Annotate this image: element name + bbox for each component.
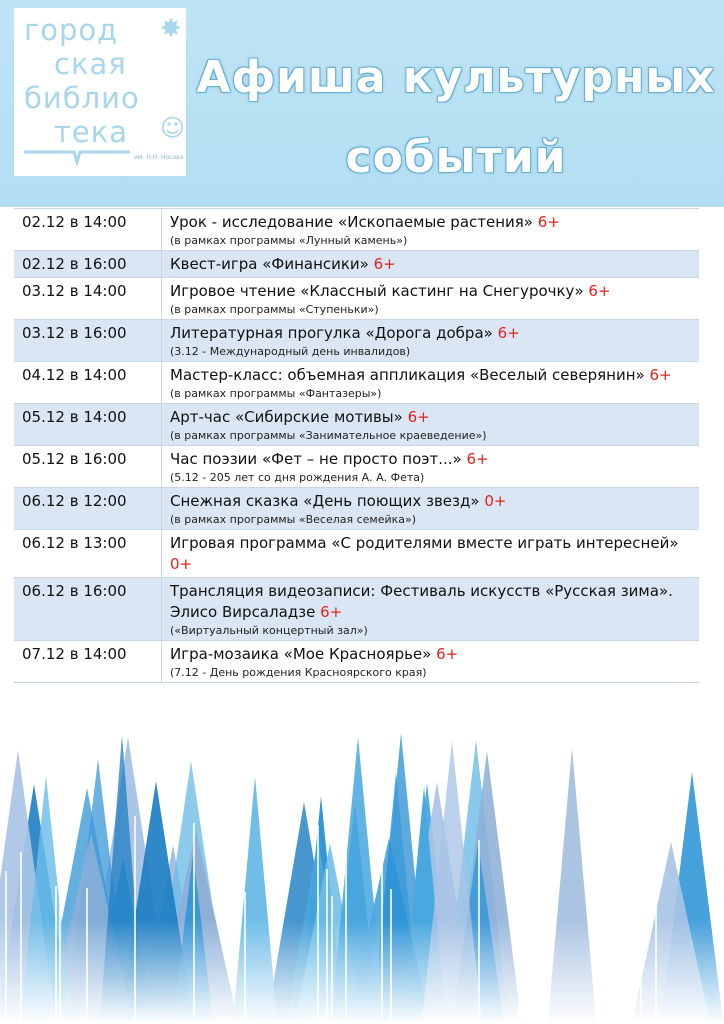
page-title-line2: событий (345, 132, 567, 183)
event-name (170, 212, 693, 233)
event-note: (в рамках программы «Лунный камень») (170, 234, 408, 247)
star-icon: ✸ (160, 14, 182, 44)
smile-icon: ☺ (160, 114, 186, 142)
event-date: 06.12 в 13:00 (14, 530, 162, 577)
event-row (14, 251, 699, 278)
library-logo (14, 8, 186, 176)
event-title: Арт-час «Сибирские мотивы» (170, 408, 403, 426)
age-rating-badge: 0+ (170, 555, 193, 573)
event-name (170, 533, 693, 575)
event-date: 06.12 в 12:00 (14, 488, 162, 529)
event-date: 02.12 в 14:00 (14, 209, 162, 250)
event-row (14, 278, 699, 320)
age-rating-badge: 6+ (407, 408, 430, 426)
event-description (162, 404, 699, 445)
age-rating-badge: 6+ (320, 603, 343, 621)
event-name (170, 323, 693, 344)
logo-line: ская (54, 47, 127, 81)
age-rating-badge: 6+ (436, 645, 459, 663)
events-table (14, 208, 699, 683)
event-description (162, 530, 699, 577)
event-date: 06.12 в 16:00 (14, 578, 162, 640)
open-book-icon (22, 148, 132, 166)
event-row (14, 362, 699, 404)
event-note: (в рамках программы «Занимательное краеведение») (170, 429, 487, 442)
event-date: 03.12 в 14:00 (14, 278, 162, 319)
event-title: Игровая программа «С родителями вместе играть интересней» (170, 534, 679, 552)
event-title: Час поэзии «Фет – не просто поэт...» (170, 450, 462, 468)
event-description (162, 251, 699, 277)
event-note: (5.12 - 205 лет со дня рождения А. А. Фета) (170, 471, 425, 484)
event-description (162, 446, 699, 487)
event-title: Игра-мозаика «Мое Красноярье» (170, 645, 432, 663)
event-description (162, 578, 699, 640)
logo-subtitle: им. Н.Н. Носова (134, 154, 184, 161)
event-row (14, 488, 699, 530)
event-date: 02.12 в 16:00 (14, 251, 162, 277)
event-name (170, 281, 693, 302)
age-rating-badge: 6+ (497, 324, 520, 342)
age-rating-badge: 6+ (588, 282, 611, 300)
event-name (170, 644, 693, 665)
event-title: Игровое чтение «Классный кастинг на Снегурочку» (170, 282, 584, 300)
event-title: Снежная сказка «День поющих звезд» (170, 492, 480, 510)
age-rating-badge: 6+ (537, 213, 560, 231)
event-row (14, 641, 699, 683)
event-date: 05.12 в 14:00 (14, 404, 162, 445)
event-row (14, 404, 699, 446)
age-rating-badge: 0+ (484, 492, 507, 510)
event-row (14, 530, 699, 578)
event-note: («Виртуальный концертный зал») (170, 624, 368, 637)
event-row (14, 446, 699, 488)
event-description (162, 362, 699, 403)
event-title: Трансляция видеозаписи: Фестиваль искусств «Русская зима». Элисо Вирсаладзе (170, 582, 673, 621)
event-description (162, 209, 699, 250)
event-note: (3.12 - Международный день инвалидов) (170, 345, 411, 358)
header-banner (0, 0, 724, 207)
event-title: Урок - исследование «Ископаемые растения» (170, 213, 533, 231)
event-title: Литературная прогулка «Дорога добра» (170, 324, 493, 342)
event-description (162, 488, 699, 529)
event-note: (в рамках программы «Ступеньки») (170, 303, 379, 316)
event-title: Мастер-класс: объемная аппликация «Веселый северянин» (170, 366, 645, 384)
event-name (170, 254, 693, 275)
event-name (170, 365, 693, 386)
winter-forest-illustration (0, 720, 724, 1024)
age-rating-badge: 6+ (373, 255, 396, 273)
event-description (162, 641, 699, 682)
event-name (170, 407, 693, 428)
event-description (162, 278, 699, 319)
event-note: (в рамках программы «Веселая семейка») (170, 513, 417, 526)
event-name (170, 491, 693, 512)
event-row (14, 320, 699, 362)
page-title-line1: Афиша культурных (196, 52, 716, 103)
event-note: (7.12 - День рождения Красноярского края) (170, 666, 427, 679)
event-date: 04.12 в 14:00 (14, 362, 162, 403)
event-date: 03.12 в 16:00 (14, 320, 162, 361)
event-row (14, 209, 699, 251)
event-name (170, 449, 693, 470)
logo-line: город (24, 13, 119, 47)
event-title: Квест-игра «Финансики» (170, 255, 369, 273)
logo-line: тека (54, 115, 129, 149)
event-date: 05.12 в 16:00 (14, 446, 162, 487)
age-rating-badge: 6+ (649, 366, 672, 384)
event-row (14, 578, 699, 641)
event-description (162, 320, 699, 361)
event-note: (в рамках программы «Фантазеры») (170, 387, 382, 400)
logo-line: библио (24, 81, 140, 115)
event-name (170, 581, 693, 623)
age-rating-badge: 6+ (466, 450, 489, 468)
event-date: 07.12 в 14:00 (14, 641, 162, 682)
